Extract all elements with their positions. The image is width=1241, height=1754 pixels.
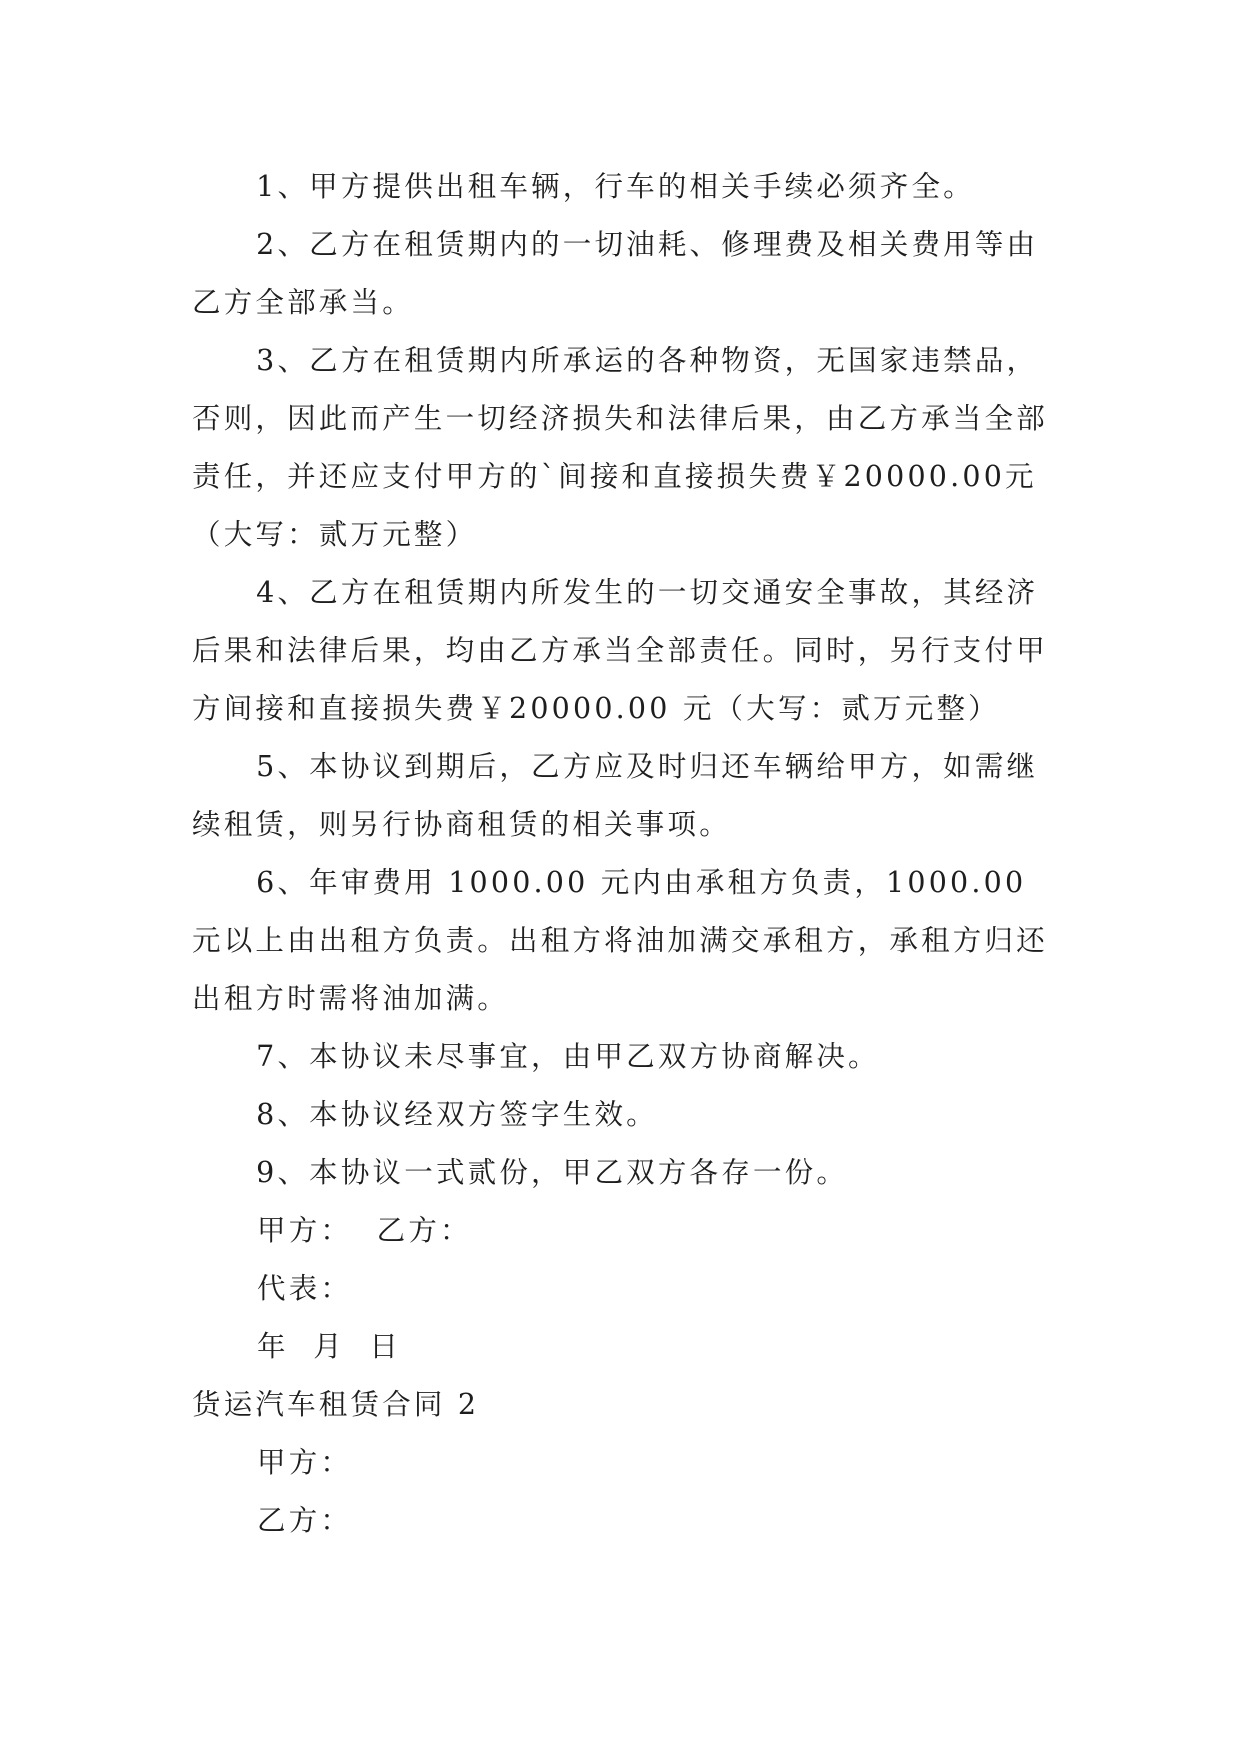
clause-4: 4、乙方在租赁期内所发生的一切交通安全事故，其经济后果和法律后果，均由乙方承当全部责任。同时，另行支付甲方间接和直接损失费￥20000.00 元（大写：贰万元整）	[192, 576, 1048, 725]
clause-5: 5、本协议到期后，乙方应及时归还车辆给甲方，如需继续租赁，则另行协商租赁的相关事项。	[192, 750, 1039, 841]
contract-body	[192, 158, 1052, 1550]
signature-parties: 甲方： 乙方：	[257, 1214, 472, 1247]
signature-date: 年 月 日	[257, 1330, 402, 1363]
clause-9: 9、本协议一式贰份，甲乙双方各存一份。	[256, 1156, 849, 1189]
next-contract-party-b: 乙方：	[257, 1504, 353, 1537]
signature-representative: 代表：	[257, 1272, 353, 1305]
next-contract-title: 货运汽车租赁合同 2	[192, 1388, 480, 1421]
clause-6: 6、年审费用 1000.00 元内由承租方负责，1000.00 元以上由出租方负责。出租方将油加满交承租方，承租方归还出租方时需将油加满。	[192, 866, 1048, 1015]
clause-3: 3、乙方在租赁期内所承运的各种物资，无国家违禁品，否则，因此而产生一切经济损失和法律后果，由乙方承当全部责任，并还应支付甲方的`间接和直接损失费￥20000.00元（大写：贰万元整）	[192, 344, 1048, 551]
clause-1: 1、甲方提供出租车辆，行车的相关手续必须齐全。	[256, 170, 975, 203]
clause-8: 8、本协议经双方签字生效。	[256, 1098, 658, 1131]
clause-7: 7、本协议未尽事宜，由甲乙双方协商解决。	[256, 1040, 880, 1073]
clause-2: 2、乙方在租赁期内的一切油耗、修理费及相关费用等由乙方全部承当。	[192, 228, 1039, 319]
next-contract-party-a: 甲方：	[257, 1446, 353, 1479]
